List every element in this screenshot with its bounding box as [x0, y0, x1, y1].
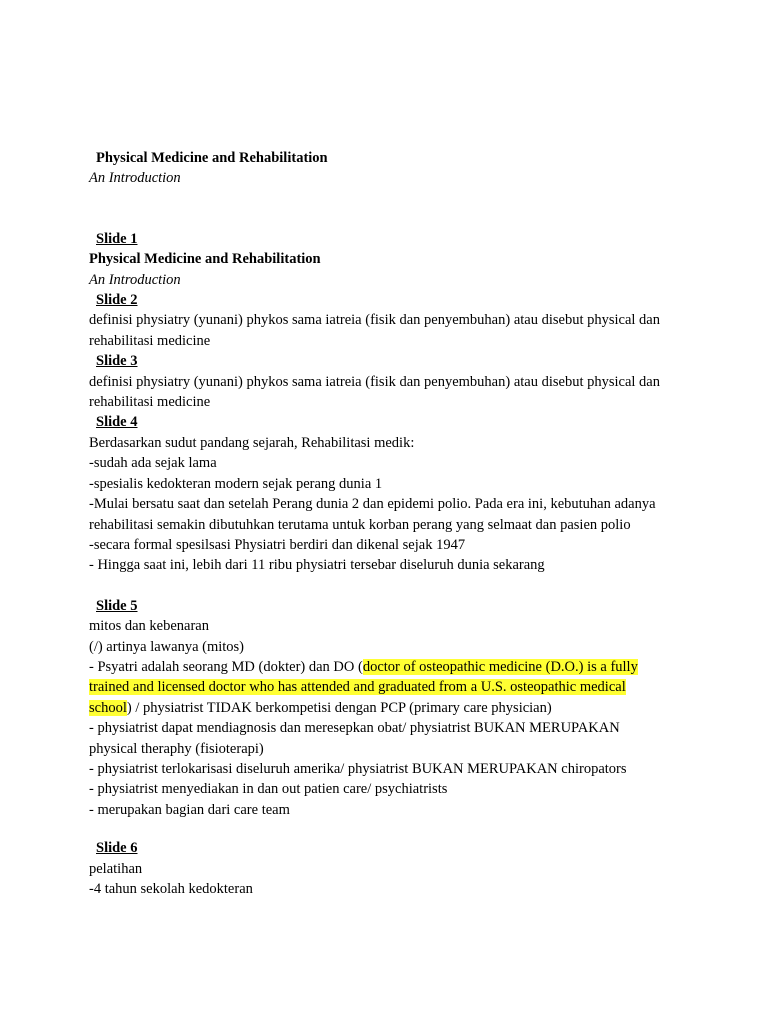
slide-5-p1-post: ) / physiatrist TIDAK berkompetisi dengan PCP (primary care physician) — [126, 699, 552, 716]
slide-5-heading: Slide 5 — [96, 597, 138, 614]
document-title: Physical Medicine and Rehabilitation — [96, 150, 328, 166]
slide-6-heading: Slide 6 — [96, 840, 138, 857]
document-page — [89, 148, 669, 899]
slide-5-p1-pre: - Psyatri adalah seorang MD (dokter) dan DO ( — [89, 658, 363, 675]
slide-3-heading: Slide 3 — [96, 353, 138, 370]
slide-6-line: pelatihan — [89, 860, 143, 877]
slide-4-line: -Mulai bersatu saat dan setelah Perang dunia 2 dan epidemi polio. Pada era ini, kebutuhan adanya rehabilitasi semakin dibutuhkan terutama untuk korban perang yang selmaat dan pasien polio — [89, 496, 656, 533]
slide-6-line: -4 tahun sekolah kedokteran — [89, 881, 253, 897]
slide-1-subtitle: An Introduction — [89, 271, 181, 288]
slide-5-line: (/) artinya lawanya (mitos) — [89, 638, 245, 655]
slide-4-line: -secara formal spesilsasi Physiatri berdiri dan dikenal sejak 1947 — [89, 536, 466, 553]
slide-4-line: - Hingga saat ini, lebih dari 11 ribu physiatri tersebar diseluruh dunia sekarang — [89, 557, 545, 574]
document-subtitle: An Introduction — [89, 170, 181, 187]
slide-5-line: - physiatrist menyediakan in dan out patien care/ psychiatrists — [89, 781, 448, 798]
slide-4-line: Berdasarkan sudut pandang sejarah, Rehabilitasi medik: — [89, 434, 415, 451]
slide-3-text: definisi physiatry (yunani) phykos sama iatreia (fisik dan penyembuhan) atau disebut physical dan rehabilitasi medicine — [89, 373, 660, 411]
slide-1-title: Physical Medicine and Rehabilitation — [89, 251, 321, 268]
slide-4-line: -spesialis kedokteran modern sejak perang dunia 1 — [89, 475, 383, 492]
slide-5-line: - physiatrist dapat mendiagnosis dan meresepkan obat/ physiatrist BUKAN MERUPAKAN physical theraphy (fisioterapi) — [89, 720, 620, 757]
slide-2-text: definisi physiatry (yunani) phykos sama iatreia (fisik dan penyembuhan) atau disebut physical dan rehabilitasi medicine — [89, 312, 660, 349]
slide-4-line: -sudah ada sejak lama — [89, 455, 217, 472]
slide-5-line: - physiatrist terlokarisasi diseluruh amerika/ physiatrist BUKAN MERUPAKAN chiropators — [89, 760, 627, 777]
highlighted-text: doctor of osteopathic medicine (D.O.) is a fully trained and licensed doctor who has attended and graduated from a U.S. osteopathic medical school — [89, 658, 638, 716]
slide-1-heading: Slide 1 — [96, 230, 138, 247]
slide-4-heading: Slide 4 — [96, 414, 138, 431]
slide-5-line: mitos dan kebenaran — [89, 618, 209, 635]
slide-5-osteopathic-paragraph — [89, 657, 669, 718]
slide-5-line: - merupakan bagian dari care team — [89, 801, 290, 818]
slide-2-heading: Slide 2 — [96, 292, 138, 309]
